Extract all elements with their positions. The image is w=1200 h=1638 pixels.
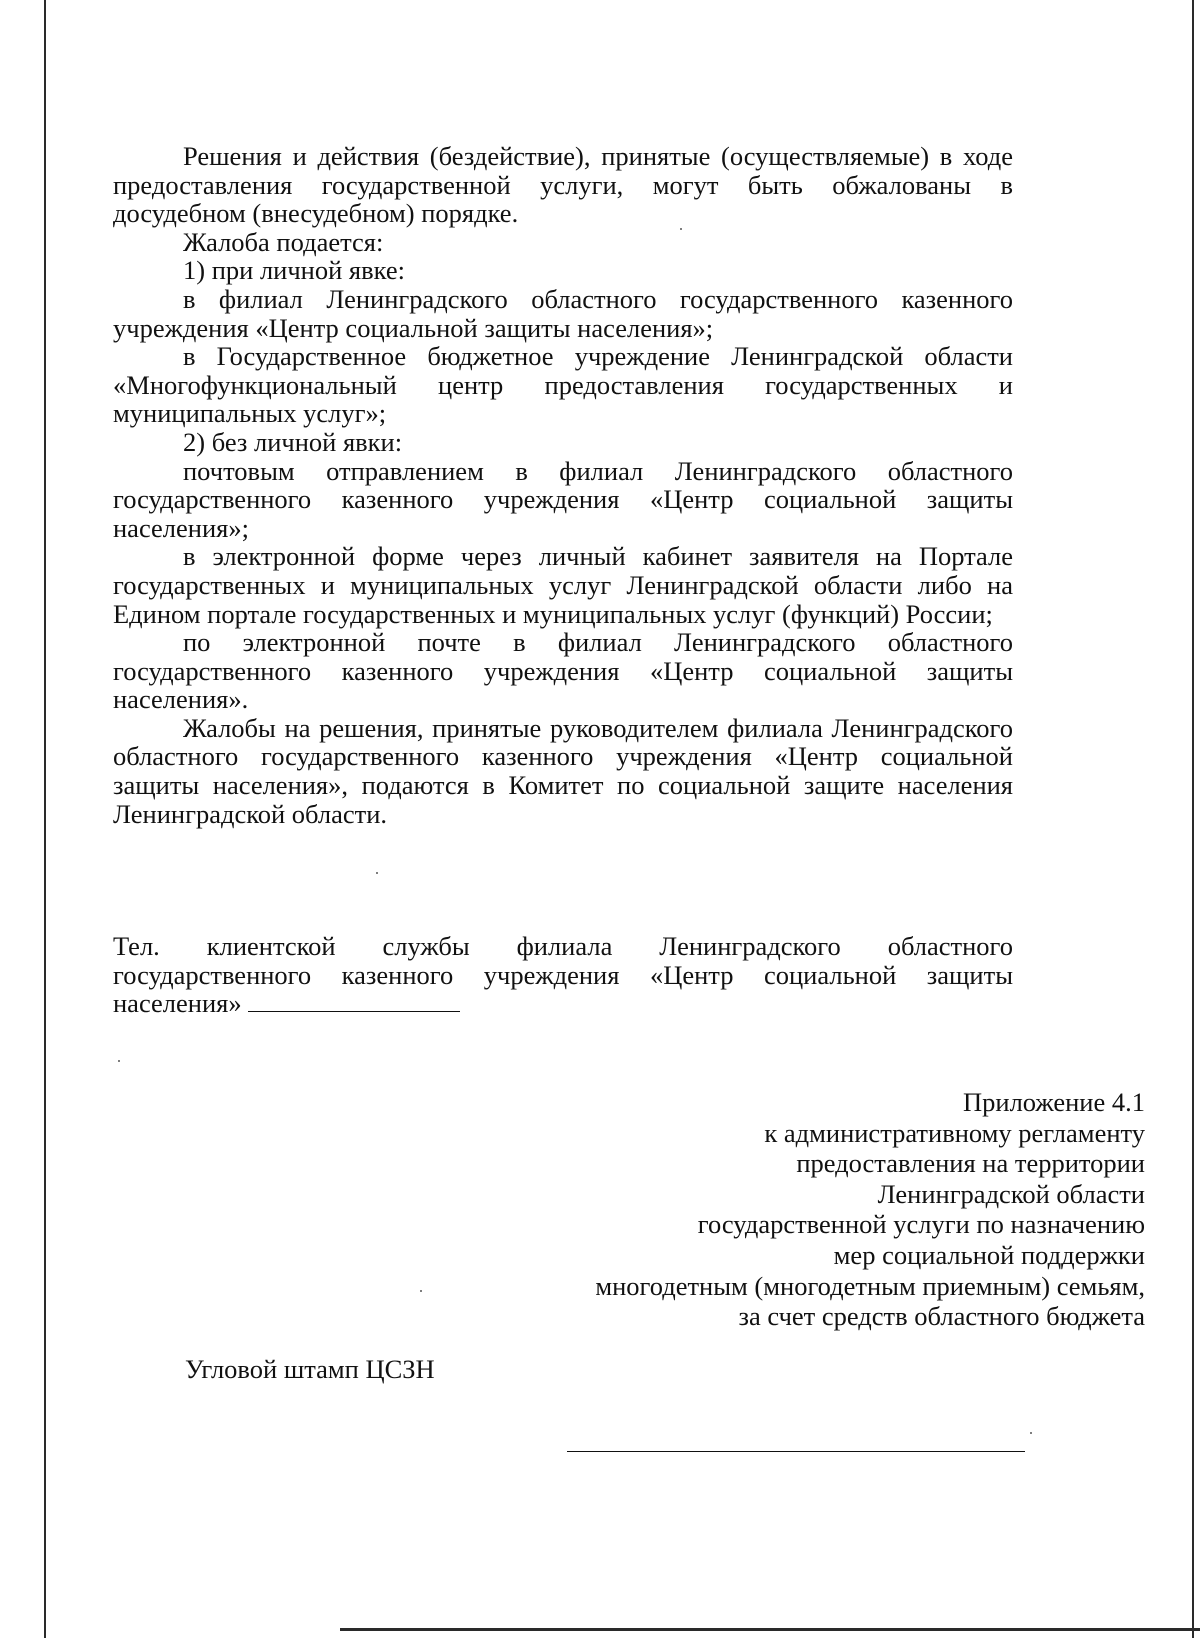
paragraph-appeal-intro: Решения и действия (бездействие), принятые (осуществляемые) в ходе предоставления государственной услуги, могут быть обжалованы в досудебном (внесудебном) порядке. bbox=[113, 141, 1013, 229]
appendix-line: многодетным (многодетным приемным) семьям, bbox=[595, 1270, 1145, 1301]
scan-edge-left bbox=[44, 0, 46, 1638]
scan-speck bbox=[420, 1290, 422, 1292]
paragraph-committee-complaints: Жалобы на решения, принятые руководителем филиала Ленинградского областного государственного казенного учреждения «Центр социальной защиты населения», подаются в Комитет по социальной защите населения Ленинградской области. bbox=[113, 712, 1013, 829]
corner-stamp-label: Угловой штамп ЦСЗН bbox=[185, 1354, 435, 1384]
signature-line bbox=[567, 1451, 1025, 1452]
paragraph-in-person: 1) при личной явке: bbox=[183, 255, 405, 286]
appendix-header bbox=[445, 1087, 1145, 1332]
scan-speck bbox=[680, 228, 682, 230]
paragraph-remote: 2) без личной явки: bbox=[183, 426, 403, 457]
appendix-line: государственной услуги по назначению bbox=[697, 1209, 1145, 1240]
body-text bbox=[113, 142, 1013, 828]
paragraph-postal: почтовым отправлением в филиал Ленинградского областного государственного казенного учреждения «Центр социальной защиты населения»; bbox=[113, 455, 1013, 543]
scan-edge-bottom bbox=[340, 1628, 1200, 1631]
scan-speck bbox=[1030, 1432, 1032, 1434]
appendix-line: Ленинградской области bbox=[877, 1178, 1145, 1209]
paragraph-electronic-portal: в электронной форме через личный кабинет заявителя на Портале государственных и муниципальных услуг Ленинградской области либо на Едином портале государственных и муниципальных услуг (функций) России; bbox=[113, 541, 1013, 629]
scan-edge-right bbox=[1192, 0, 1194, 1638]
paragraph-email: по электронной почте в филиал Ленинградского областного государственного казенного учреждения «Центр социальной защиты населения». bbox=[113, 627, 1013, 715]
paragraph-branch-office: в филиал Ленинградского областного государственного казенного учреждения «Центр социальной защиты населения»; bbox=[113, 283, 1013, 343]
appendix-line: к административному регламенту bbox=[764, 1117, 1145, 1148]
appendix-line: мер социальной поддержки bbox=[833, 1239, 1145, 1270]
appendix-line: Приложение 4.1 bbox=[963, 1087, 1145, 1117]
appendix-line: за счет средств областного бюджета bbox=[738, 1301, 1145, 1332]
paragraph-complaint-filed: Жалоба подается: bbox=[183, 226, 384, 257]
client-service-phone bbox=[113, 932, 1013, 1018]
paragraph-mfc: в Государственное бюджетное учреждение Ленинградской области «Многофункциональный центр предоставления государственных и муниципальных услуг»; bbox=[113, 341, 1013, 429]
scan-speck bbox=[118, 1060, 120, 1062]
appendix-line: предоставления на территории bbox=[796, 1148, 1145, 1179]
client-service-phone-label: Тел. клиентской службы филиала Ленинградского областного государственного казенного учреждения «Центр социальной защиты населения» bbox=[113, 931, 1013, 1019]
phone-blank-line bbox=[248, 989, 460, 1012]
scan-speck bbox=[376, 872, 378, 874]
